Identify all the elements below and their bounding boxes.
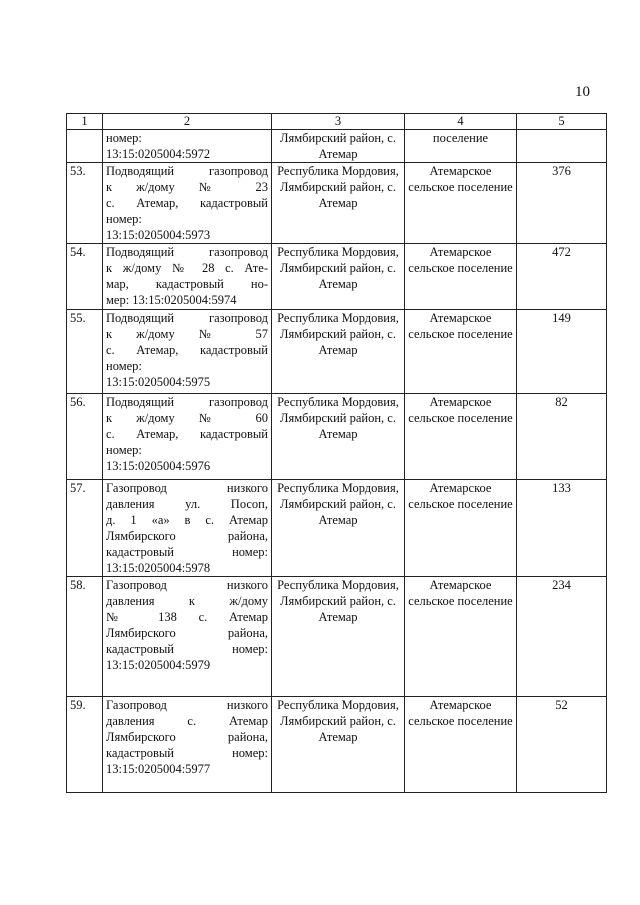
object-name-line: Газопровод низкого	[106, 578, 268, 592]
address-cell: Республика Мордовия, Лямбирский район, с. Атемар	[272, 310, 405, 394]
object-name-cell	[103, 394, 272, 480]
length-cell	[517, 130, 607, 163]
object-name-line: Лямбирского района,	[106, 730, 268, 744]
object-name-line: 13:15:0205004:5973	[106, 228, 211, 242]
object-name-line: давления с. Атемар	[106, 714, 268, 728]
object-name-line: номер:	[106, 131, 142, 145]
owner-cell: поселение	[405, 130, 517, 163]
object-name-line: 13:15:0205004:5975	[106, 375, 211, 389]
row-number-cell: 57.	[67, 480, 103, 577]
object-name-line: к ж/дому № 60	[106, 411, 268, 425]
row-number-cell: 55.	[67, 310, 103, 394]
table-row	[67, 244, 607, 310]
object-name-line: № 138 с. Атемар	[106, 610, 268, 624]
object-name-line: кадастровый номер:	[106, 545, 268, 559]
object-name-line: мер: 13:15:0205004:5974	[106, 293, 237, 307]
length-cell: 133	[517, 480, 607, 577]
property-table	[66, 113, 607, 793]
object-name-cell	[103, 130, 272, 163]
length-cell: 472	[517, 244, 607, 310]
address-cell: Республика Мордовия, Лямбирский район, с. Атемар	[272, 480, 405, 577]
object-name-line: 13:15:0205004:5979	[106, 658, 211, 672]
object-name-line: 13:15:0205004:5977	[106, 762, 211, 776]
column-header-1: 1	[67, 114, 103, 130]
row-number-cell: 56.	[67, 394, 103, 480]
object-name-line: номер:	[106, 212, 142, 226]
owner-cell: Атемарское сельское поселение	[405, 577, 517, 697]
address-cell: Республика Мордовия, Лямбирский район, с. Атемар	[272, 163, 405, 244]
length-cell: 149	[517, 310, 607, 394]
address-cell: Республика Мордовия, Лямбирский район, с. Атемар	[272, 577, 405, 697]
object-name-line: к ж/дому № 23	[106, 180, 268, 194]
object-name-cell	[103, 163, 272, 244]
address-cell: Республика Мордовия, Лямбирский район, с. Атемар	[272, 697, 405, 793]
row-number-cell: 53.	[67, 163, 103, 244]
object-name-line: к ж/дому № 57	[106, 327, 268, 341]
object-name-line: д. 1 «а» в с. Атемар	[106, 513, 268, 527]
owner-cell: Атемарское сельское поселение	[405, 310, 517, 394]
object-name-line: 13:15:0205004:5972	[106, 147, 211, 161]
object-name-line: номер:	[106, 443, 142, 457]
row-number-cell: 59.	[67, 697, 103, 793]
column-header-5: 5	[517, 114, 607, 130]
owner-cell: Атемарское сельское поселение	[405, 480, 517, 577]
row-number-cell	[67, 130, 103, 163]
column-header-2: 2	[103, 114, 272, 130]
table-row	[67, 697, 607, 793]
row-number-cell: 58.	[67, 577, 103, 697]
object-name-line: давления к ж/дому	[106, 594, 268, 608]
address-cell: Республика Мордовия, Лямбирский район, с. Атемар	[272, 394, 405, 480]
object-name-line: 13:15:0205004:5976	[106, 459, 211, 473]
table-row	[67, 130, 607, 163]
object-name-cell	[103, 244, 272, 310]
object-name-cell	[103, 577, 272, 697]
table-row	[67, 394, 607, 480]
object-name-line: Газопровод низкого	[106, 481, 268, 495]
column-header-4: 4	[405, 114, 517, 130]
address-cell: Лямбирский район, с. Атемар	[272, 130, 405, 163]
table-row	[67, 310, 607, 394]
length-cell: 82	[517, 394, 607, 480]
object-name-line: Лямбирского района,	[106, 529, 268, 543]
row-number-cell: 54.	[67, 244, 103, 310]
object-name-line: Подводящий газопровод	[106, 164, 268, 178]
owner-cell: Атемарское сельское поселение	[405, 394, 517, 480]
object-name-line: Подводящий газопровод	[106, 245, 268, 259]
table-row	[67, 480, 607, 577]
object-name-line: Подводящий газопровод	[106, 395, 268, 409]
owner-cell: Атемарское сельское поселение	[405, 697, 517, 793]
object-name-line: мар, кадастровый но-	[106, 277, 268, 291]
object-name-line: кадастровый номер:	[106, 746, 268, 760]
table-header-row	[67, 114, 607, 130]
length-cell: 52	[517, 697, 607, 793]
page-number: 10	[575, 84, 590, 100]
object-name-line: с. Атемар, кадастровый	[106, 427, 268, 441]
object-name-line: давления ул. Посоп,	[106, 497, 268, 511]
length-cell: 376	[517, 163, 607, 244]
object-name-line: к ж/дому № 28 с. Ате-	[106, 261, 268, 275]
object-name-line: Газопровод низкого	[106, 698, 268, 712]
object-name-line: с. Атемар, кадастровый	[106, 196, 268, 210]
address-cell: Республика Мордовия, Лямбирский район, с. Атемар	[272, 244, 405, 310]
table-row	[67, 577, 607, 697]
length-cell: 234	[517, 577, 607, 697]
object-name-line: 13:15:0205004:5978	[106, 561, 211, 575]
object-name-line: с. Атемар, кадастровый	[106, 343, 268, 357]
owner-cell: Атемарское сельское поселение	[405, 244, 517, 310]
column-header-3: 3	[272, 114, 405, 130]
object-name-cell	[103, 310, 272, 394]
table-row	[67, 163, 607, 244]
object-name-cell	[103, 480, 272, 577]
owner-cell: Атемарское сельское поселение	[405, 163, 517, 244]
object-name-line: кадастровый номер:	[106, 642, 268, 656]
object-name-line: номер:	[106, 359, 142, 373]
object-name-cell	[103, 697, 272, 793]
object-name-line: Подводящий газопровод	[106, 311, 268, 325]
object-name-line: Лямбирского района,	[106, 626, 268, 640]
